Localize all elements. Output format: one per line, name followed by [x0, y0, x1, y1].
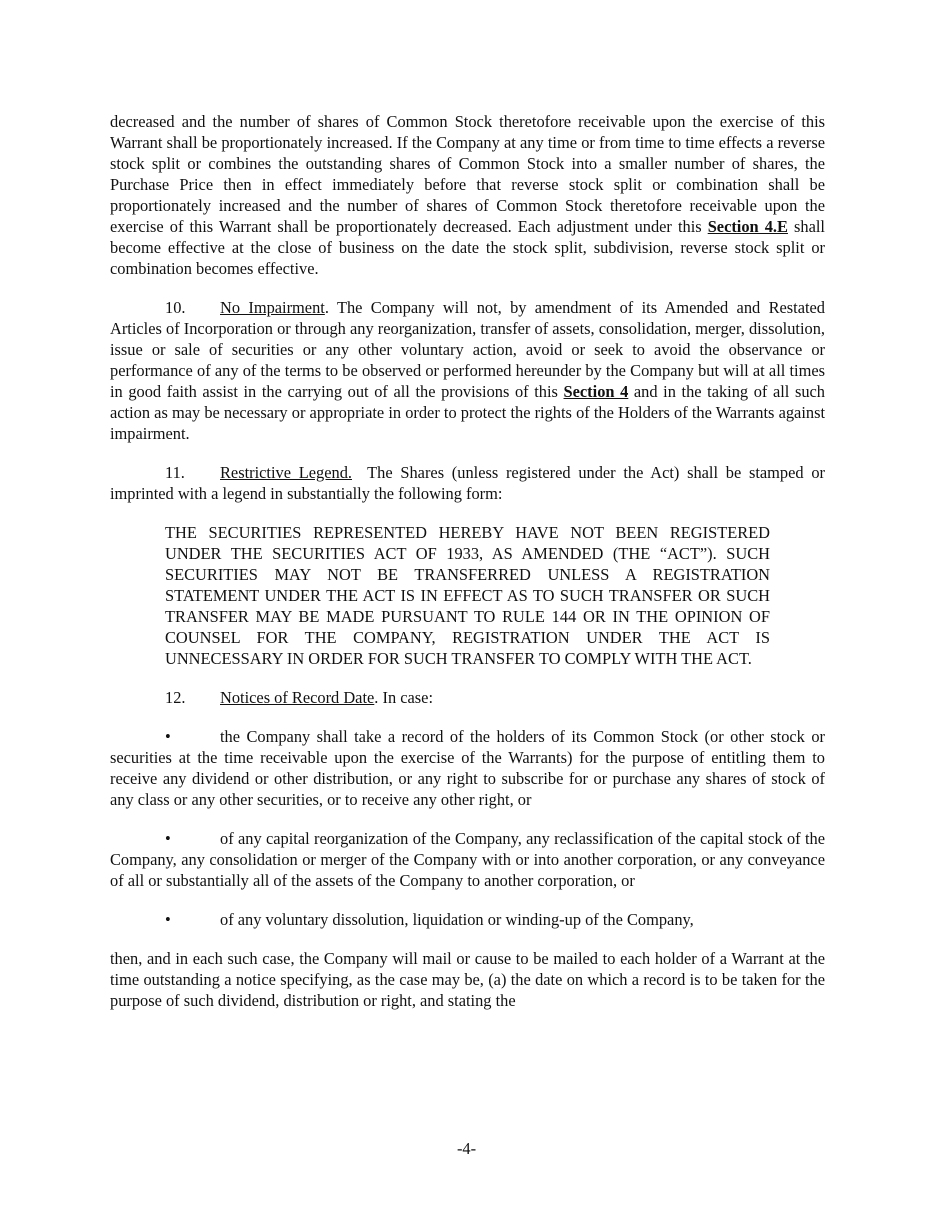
section-text: . In case: — [374, 688, 434, 707]
section-text: The Shares (unless registered under the Act) shall be stamped or imprinted with a legend in substantially the following form: — [110, 463, 830, 503]
carryover-paragraph — [110, 111, 825, 279]
section-heading: Notices of Record Date — [220, 688, 375, 707]
section-10-paragraph — [110, 297, 825, 444]
bullet-item — [110, 726, 825, 810]
page-number: -4- — [456, 1139, 477, 1158]
section-heading: Restrictive Legend. — [220, 463, 352, 482]
carryover-text-1: decreased and the number of shares of Common Stock theretofore receivable upon the exercise of this Warrant shall be proportionately increased. If the Company at any time or from time to time effects a reverse stock split or combines the outstanding shares of Common Stock into a smaller number of shares, the Purchase Price then in effect immediately before that reverse stock split or combination shall be proportionately increased and the number of shares of Common Stock theretofore receivable upon the exercise of this Warrant shall be proportionately decreased. Each adjustment under this — [110, 112, 825, 236]
bullet-icon: • — [165, 829, 171, 848]
page-body — [110, 111, 830, 1011]
bullet-icon: • — [165, 727, 171, 746]
bullet-text: of any voluntary dissolution, liquidation or winding-up of the Company, — [220, 910, 694, 929]
section-reference: Section 4.E — [707, 217, 788, 236]
bullet-text: of any capital reorganization of the Company, any reclassification of the capital stock of the Company, any consolidation or merger of the Company with or into another corporation, or any conveyance of all or substantially all of the assets of the Company to another corporation, or — [110, 829, 825, 890]
section-number: 11. — [165, 463, 185, 482]
closing-paragraph: then, and in each such case, the Company will mail or cause to be mailed to each holder of a Warrant at the time outstanding a notice specifying, as the case may be, (a) the date on which a record is to be taken for the purpose of such dividend, distribution or right, and stating the — [110, 949, 825, 1010]
section-text-1: . The Company will not, by amendment of its Amended and Restated Articles of Incorporation or through any reorganization, transfer of assets, consolidation, merger, dissolution, issue or sale of securities or any other voluntary action, avoid or seek to avoid the observance or performance of any of the terms to be observed or performed hereunder by the Company but will at all times in good faith assist in the carrying out of all the provisions of this — [110, 298, 826, 401]
restrictive-legend-block: THE SECURITIES REPRESENTED HEREBY HAVE NOT BEEN REGISTERED UNDER THE SECURITIES ACT OF 1933, AS AMENDED (THE “ACT”). SUCH SECURITIES MAY NOT BE TRANSFERRED UNLESS A REGISTRATION STATEMENT UNDER THE ACT IS IN EFFECT AS TO SUCH TRANSFER OR SUCH TRANSFER MAY BE MADE PURSUANT TO RULE 144 OR IN THE OPINION OF COUNSEL FOR THE COMPANY, REGISTRATION UNDER THE ACT IS UNNECESSARY IN ORDER FOR SUCH TRANSFER TO COMPLY WITH THE ACT. — [165, 523, 770, 668]
carryover-text-2: shall become effective at the close of business on the date the stock split, subdivision, reverse stock split or combination becomes effective. — [110, 217, 825, 278]
section-text-2: and in the taking of all such action as may be necessary or appropriate in order to protect the rights of the Holders of the Warrants against impairment. — [110, 382, 825, 443]
section-11-paragraph — [110, 462, 830, 504]
bullet-icon: • — [165, 910, 171, 929]
section-heading: No Impairment — [220, 298, 325, 317]
section-12-paragraph — [110, 687, 825, 708]
bullet-text: the Company shall take a record of the holders of its Common Stock (or other stock or securities at the time receivable upon the exercise of the Warrants) for the purpose of entitling them to receive any dividend or other distribution, or any right to subscribe for or purchase any shares of stock of any class or any other securities, or to receive any other right, or — [110, 727, 825, 809]
section-number: 10. — [165, 298, 186, 317]
bullet-item — [110, 909, 825, 930]
section-number: 12. — [165, 688, 186, 707]
bullet-item — [110, 828, 825, 891]
section-reference: Section 4 — [563, 382, 629, 401]
